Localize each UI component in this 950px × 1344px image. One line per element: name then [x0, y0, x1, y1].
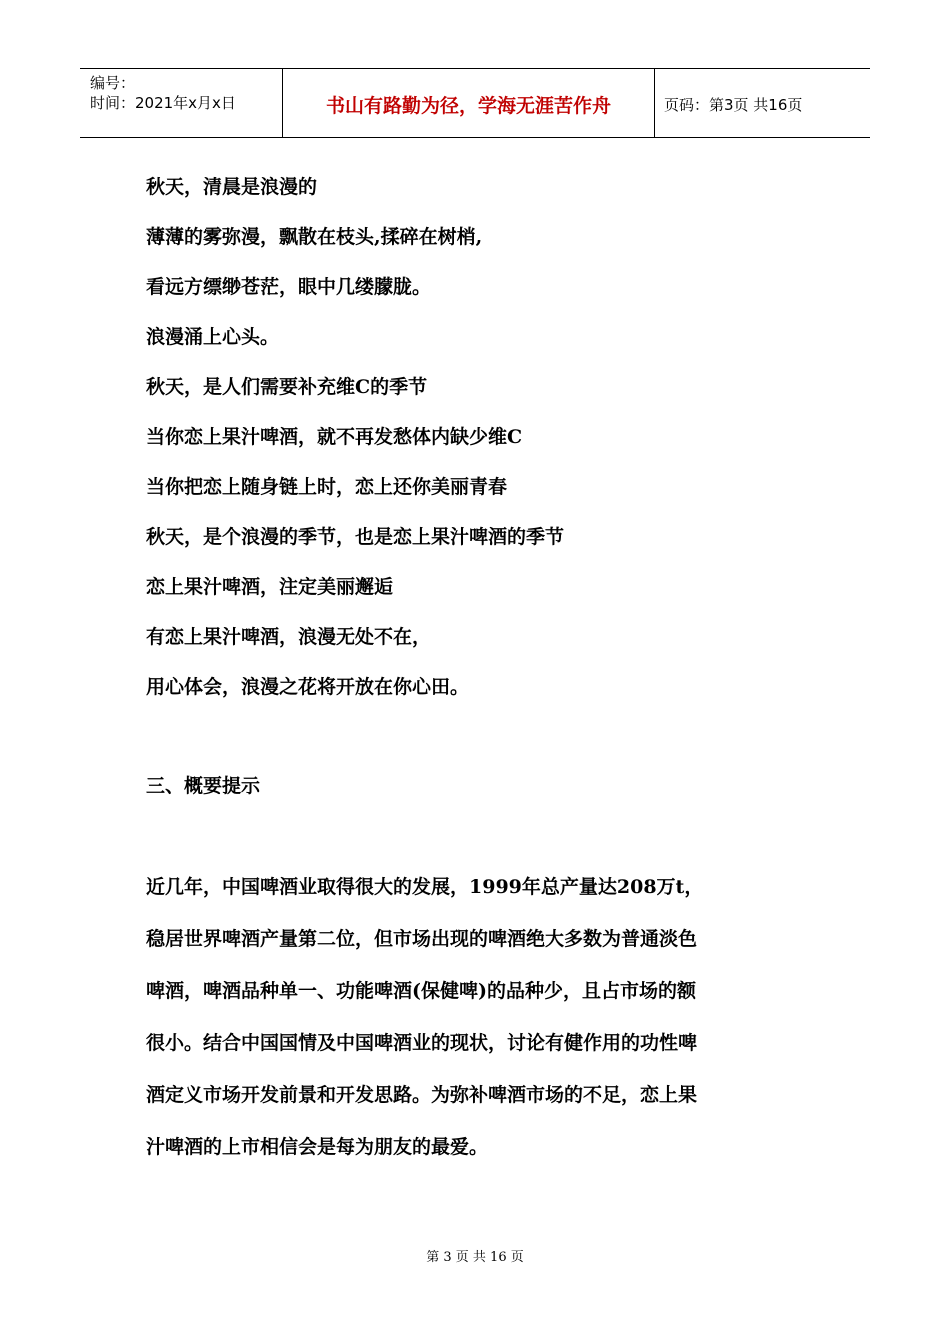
poem-line: 恋上果汁啤酒，注定美丽邂逅 [146, 576, 394, 598]
header-meta [90, 73, 236, 113]
summary-paragraph [146, 861, 808, 1173]
summary-line: 很小。结合中国国情及中国啤酒业的现状，讨论有健作用的功性啤 [146, 1032, 698, 1054]
poem-line: 秋天，是个浪漫的季节，也是恋上果汁啤酒的季节 [146, 526, 565, 548]
poem-line: 浪漫涌上心头。 [146, 326, 280, 348]
summary-line: 啤酒，啤酒品种单一、功能啤酒(保健啤)的品种少，且占市场的额 [146, 980, 696, 1002]
page-footer: 第 3 页 共 16 页 [426, 1250, 524, 1265]
poem-line: 秋天，清晨是浪漫的 [146, 176, 318, 198]
time-label: 时间：2021年x月x日 [90, 94, 236, 112]
header-motto: 书山有路勤为径，学海无涯苦作舟 [325, 95, 611, 117]
poem-line: 秋天，是人们需要补充维C的季节 [146, 376, 428, 398]
poem-line: 当你恋上果汁啤酒，就不再发愁体内缺少维C [146, 426, 523, 448]
number-label: 编号： [90, 74, 136, 92]
header-page-info: 页码：第3页 共16页 [664, 96, 803, 114]
poem-line: 看远方缥缈苍茫，眼中几缕朦胧。 [146, 276, 432, 298]
summary-line: 汁啤酒的上市相信会是每为朋友的最爱。 [146, 1136, 489, 1158]
summary-line: 酒定义市场开发前景和开发思路。为弥补啤酒市场的不足，恋上果 [146, 1084, 698, 1106]
poem-line: 有恋上果汁啤酒，浪漫无处不在， [146, 626, 432, 648]
document-header [80, 68, 870, 138]
header-divider [654, 69, 655, 137]
summary-line: 稳居世界啤酒产量第二位，但市场出现的啤酒绝大多数为普通淡色 [146, 928, 698, 950]
section-title: 三、概要提示 [146, 775, 261, 797]
poem-line: 用心体会，浪漫之花将开放在你心田。 [146, 676, 470, 698]
summary-line: 近几年，中国啤酒业取得很大的发展，1999年总产量达208万t， [146, 876, 704, 898]
poem-line: 当你把恋上随身链上时，恋上还你美丽青春 [146, 476, 508, 498]
poem-line: 薄薄的雾弥漫，飘散在枝头,揉碎在树梢, [146, 226, 483, 248]
